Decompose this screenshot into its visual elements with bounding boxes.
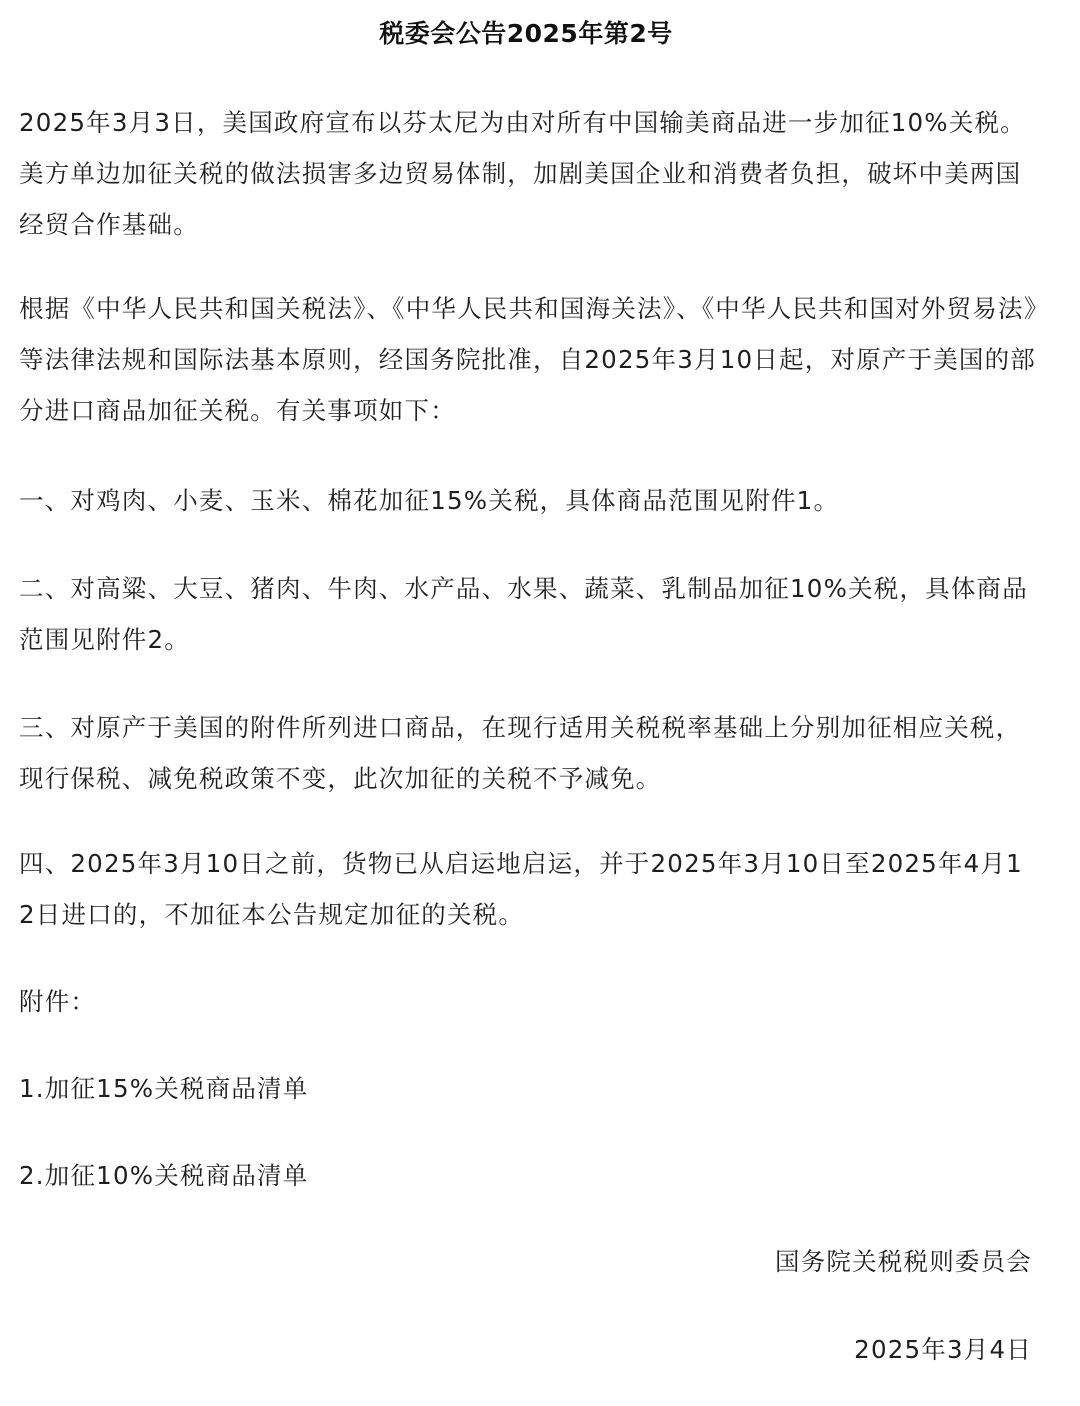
issue-date: 2025年3月4日 [854, 1335, 1032, 1364]
document-title: 税委会公告2025年第2号 [379, 19, 673, 48]
paragraph-item-one: 一、对鸡肉、小麦、玉米、棉花加征15%关税，具体商品范围见附件1。 [19, 486, 840, 515]
attachment-item-2: 2.加征10%关税商品清单 [19, 1161, 309, 1190]
paragraph-item-two: 二、对高粱、大豆、猪肉、牛肉、水产品、水果、蔬菜、乳制品加征10%关税，具体商品范围见附件2。 [19, 574, 1028, 654]
paragraph-item-three: 三、对原产于美国的附件所列进口商品，在现行适用关税税率基础上分别加征相应关税，现行保税、减免税政策不变，此次加征的关税不予减免。 [19, 713, 1022, 793]
paragraph-intro: 2025年3月3日，美国政府宣布以芬太尼为由对所有中国输美商品进一步加征10%关税。美方单边加征关税的做法损害多边贸易体制，加剧美国企业和消费者负担，破坏中美两国经贸合作基础。 [19, 108, 1026, 239]
attachments-label: 附件： [19, 987, 97, 1016]
attachment-item-1: 1.加征15%关税商品清单 [19, 1074, 309, 1103]
issuer-signature: 国务院关税税则委员会 [775, 1247, 1032, 1276]
paragraph-legal-basis: 根据《中华人民共和国关税法》、《中华人民共和国海关法》、《中华人民共和国对外贸易法》等法律法规和国际法基本原则，经国务院批准，自2025年3月10日起，对原产于美国的部分进口商品加征关税。有关事项如下： [19, 294, 1038, 425]
paragraph-item-four: 四、2025年3月10日之前，货物已从启运地启运，并于2025年3月10日至2025年4月12日进口的，不加征本公告规定加征的关税。 [19, 849, 1023, 929]
